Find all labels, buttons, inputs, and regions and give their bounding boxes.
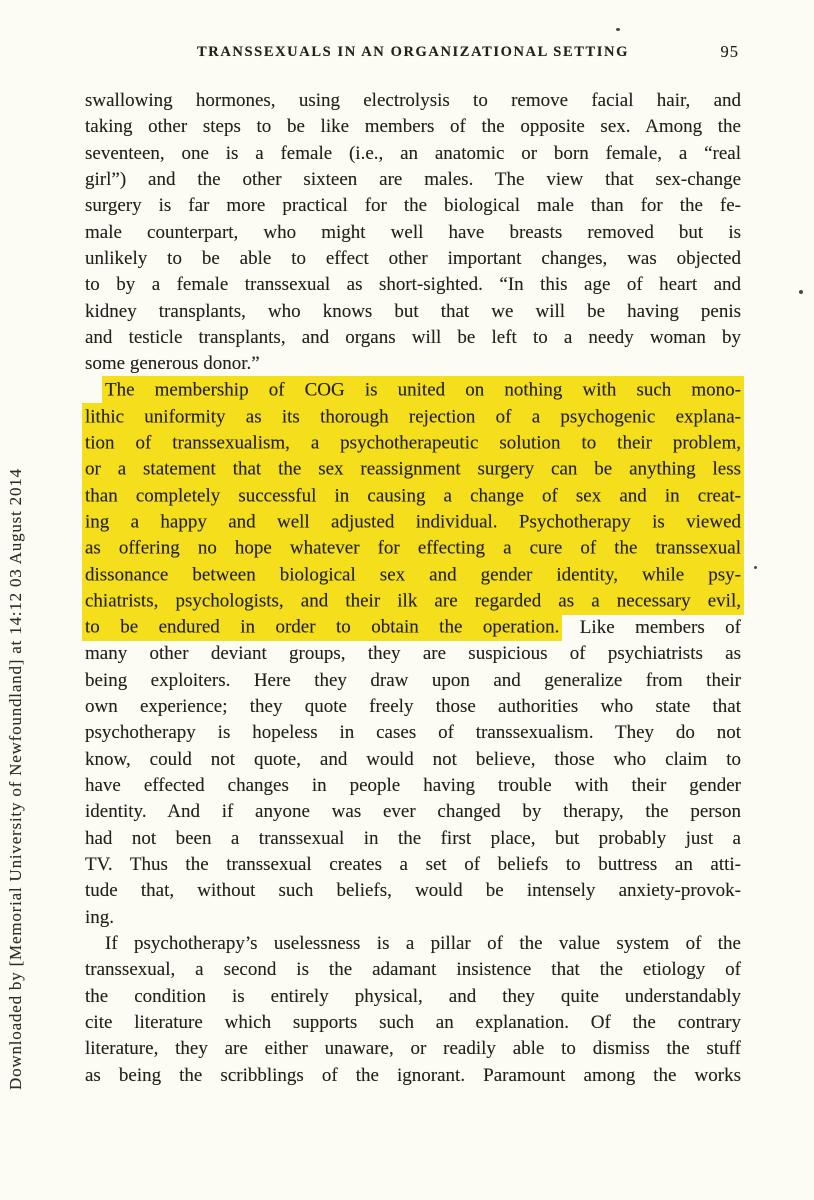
text-line <box>85 141 741 167</box>
text-line <box>85 773 741 799</box>
scan-speck <box>799 290 803 294</box>
text-segment: cite literature which supports such an explanation. Of the contrary <box>85 1012 741 1034</box>
text-line <box>85 720 741 746</box>
text-line <box>85 957 741 983</box>
text-line <box>85 984 741 1010</box>
text-segment: tude that, without such beliefs, would be intensely anxiety-provok- <box>85 880 741 902</box>
text-line <box>85 272 741 298</box>
highlighted-text-segment: tion of transsexualism, a psychotherapeutic solution to their problem, <box>82 429 744 457</box>
text-segment: being exploiters. Here they draw upon and generalize from their <box>85 669 741 691</box>
highlighted-text-segment: chiatrists, psychologists, and their ilk are regarded as a necessary evil, <box>82 587 744 615</box>
text-segment: and testicle transplants, and organs will be left to a needy woman by <box>85 327 741 349</box>
highlighted-text-segment: to be endured in order to obtain the operation. <box>82 613 562 641</box>
text-segment: had not been a transsexual in the first place, but probably just a <box>85 827 741 849</box>
text-line <box>85 1063 741 1089</box>
running-title: TRANSSEXUALS IN AN ORGANIZATIONAL SETTING <box>197 44 629 60</box>
download-watermark: Downloaded by [Memorial University of Newfoundland] at 14:12 03 August 2014 <box>6 468 25 1090</box>
scan-speck <box>616 28 620 31</box>
text-line <box>85 404 741 430</box>
text-line <box>85 694 741 720</box>
paragraph <box>85 378 741 931</box>
text-segment: the condition is entirely physical, and they quite understandably <box>85 985 741 1007</box>
text-segment: TV. Thus the transsexual creates a set of beliefs to buttress an atti- <box>85 853 741 875</box>
text-segment: identity. And if anyone was ever changed by therapy, the person <box>85 801 741 823</box>
text-line <box>85 852 741 878</box>
text-line <box>85 325 741 351</box>
highlighted-text-segment: The membership of COG is united on nothing with such mono- <box>102 376 744 404</box>
highlighted-text-segment: dissonance between biological sex and gender identity, while psy- <box>82 561 744 589</box>
text-segment: surgery is far more practical for the biological male than for the fe- <box>85 195 741 217</box>
page-body <box>85 88 741 1089</box>
text-line <box>85 378 741 404</box>
text-segment: swallowing hormones, using electrolysis to remove facial hair, and <box>85 90 741 111</box>
highlighted-text-segment: lithic uniformity as its thorough rejection of a psychogenic explana- <box>82 403 744 431</box>
text-line <box>85 114 741 140</box>
text-segment: kidney transplants, who knows but that we will be having penis <box>85 300 741 322</box>
text-line <box>85 589 741 615</box>
text-line <box>85 483 741 509</box>
text-segment: know, could not quote, and would not believe, those who claim to <box>85 748 741 770</box>
text-line <box>85 351 741 377</box>
paragraph <box>85 88 741 378</box>
text-line <box>85 430 741 456</box>
text-line <box>85 1010 741 1036</box>
text-segment: psychotherapy is hopeless in cases of transsexualism. They do not <box>85 722 741 744</box>
text-line <box>85 457 741 483</box>
text-line <box>85 747 741 773</box>
text-line <box>85 88 741 114</box>
text-segment: taking other steps to be like members of the opposite sex. Among the <box>85 116 741 138</box>
paragraph <box>85 931 741 1089</box>
text-line <box>85 510 741 536</box>
page-number: 95 <box>720 42 739 61</box>
text-segment: many other deviant groups, they are suspicious of psychiatrists as <box>85 643 741 665</box>
highlighted-text-segment: ing a happy and well adjusted individual. Psychotherapy is viewed <box>82 508 744 536</box>
text-segment: as being the scribblings of the ignorant. Paramount among the works <box>85 1064 741 1086</box>
text-line <box>85 826 741 852</box>
text-segment: to by a female transsexual as short-sighted. “In this age of heart and <box>85 274 741 296</box>
text-line <box>85 246 741 272</box>
text-line <box>85 167 741 193</box>
text-line <box>85 615 741 641</box>
text-line <box>85 668 741 694</box>
text-line <box>85 299 741 325</box>
text-segment: If psychotherapy’s uselessness is a pillar of the value system of the <box>105 933 741 954</box>
text-line <box>85 878 741 904</box>
page-header <box>85 44 741 66</box>
text-line <box>85 799 741 825</box>
text-line <box>85 1036 741 1062</box>
text-segment: Like members of <box>559 616 741 638</box>
text-segment: girl”) and the other sixteen are males. The view that sex-change <box>85 169 741 191</box>
text-line <box>85 562 741 588</box>
text-line <box>85 193 741 219</box>
text-segment: literature, they are either unaware, or readily able to dismiss the stuff <box>85 1038 741 1060</box>
text-segment: have effected changes in people having trouble with their gender <box>85 774 741 796</box>
text-line <box>85 905 741 931</box>
highlighted-text-segment: as offering no hope whatever for effecting a cure of the transsexual <box>82 534 744 562</box>
text-line <box>85 536 741 562</box>
text-segment: some generous donor.” <box>85 353 260 375</box>
text-line <box>85 641 741 667</box>
highlighted-text-segment: than completely successful in causing a change of sex and in creat- <box>82 482 744 510</box>
text-segment: ing. <box>85 906 115 928</box>
text-segment: seventeen, one is a female (i.e., an anatomic or born female, a “real <box>85 142 741 164</box>
text-segment: unlikely to be able to effect other important changes, was objected <box>85 248 741 270</box>
text-line <box>85 931 741 957</box>
text-segment: own experience; they quote freely those authorities who state that <box>85 695 741 717</box>
text-segment: male counterpart, who might well have breasts removed but is <box>85 221 741 243</box>
scan-speck <box>754 566 757 569</box>
text-segment: transsexual, a second is the adamant insistence that the etiology of <box>85 959 741 981</box>
highlighted-text-segment: or a statement that the sex reassignment surgery can be anything less <box>82 455 744 483</box>
text-line <box>85 220 741 246</box>
